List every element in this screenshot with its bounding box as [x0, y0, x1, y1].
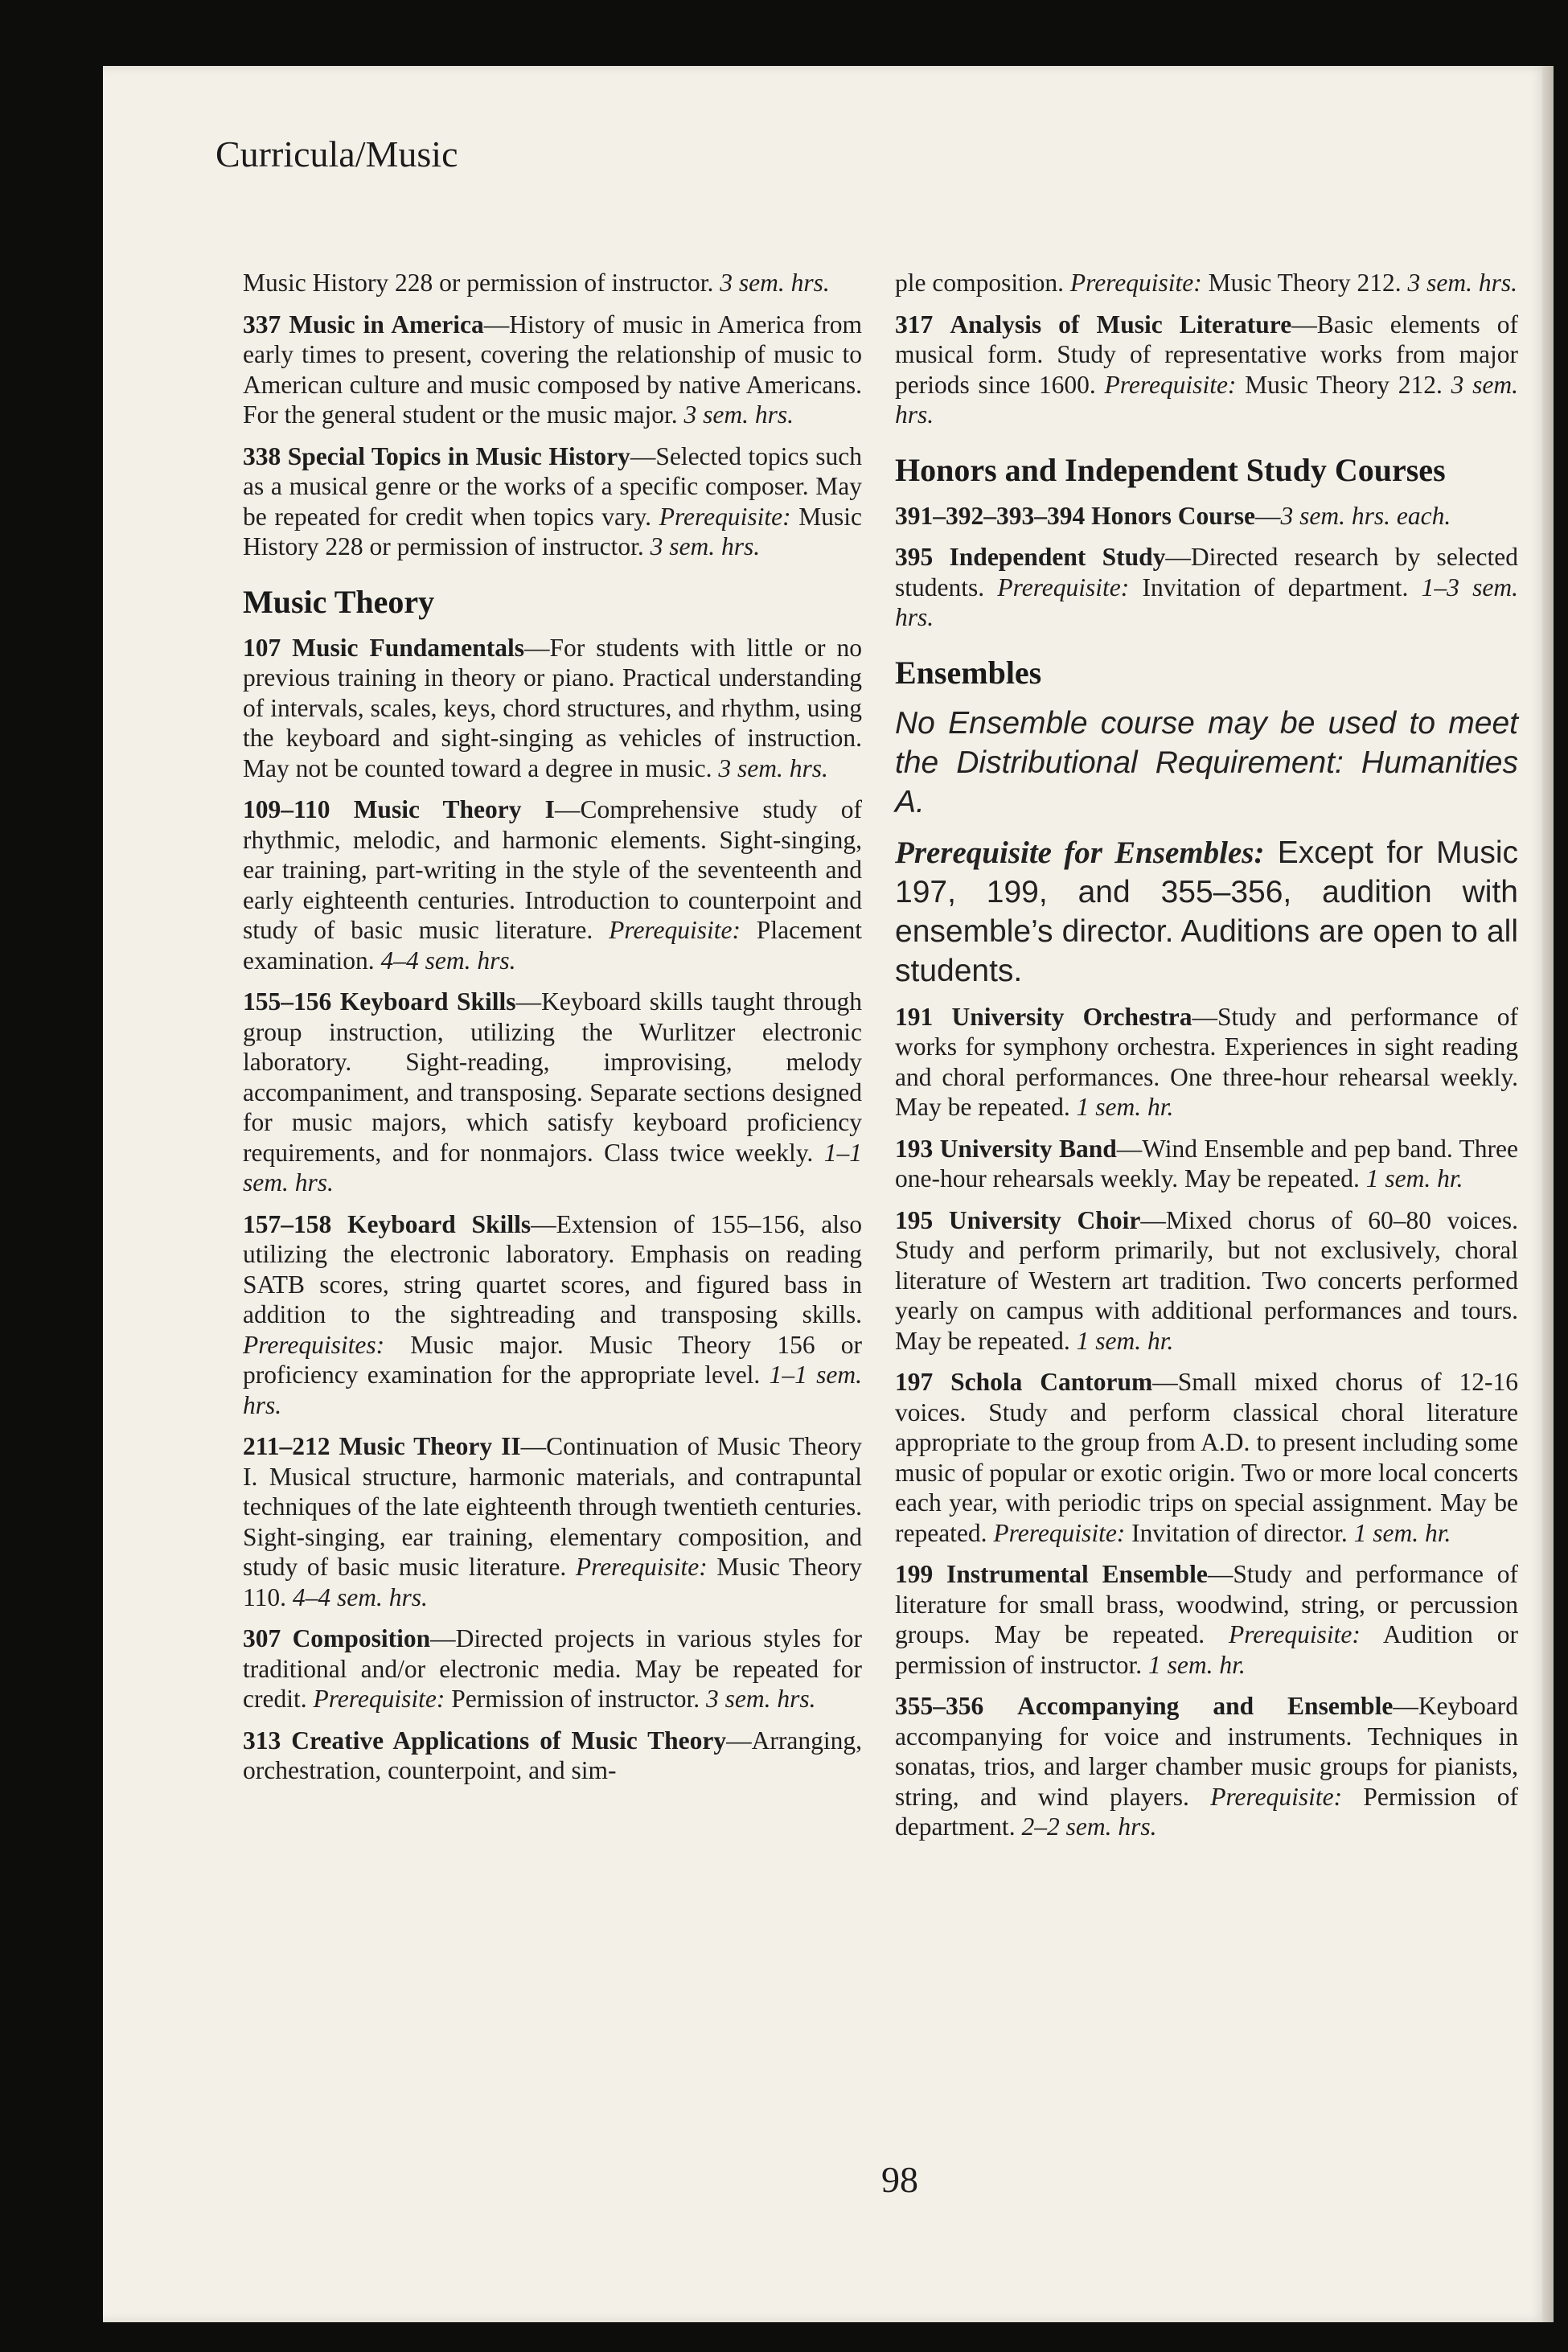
course-list: [243, 310, 862, 562]
prerequisite-label: Prerequisite:: [609, 916, 741, 944]
prerequisite-text: Placement examination.: [243, 916, 862, 975]
credit-hours: 1 sem. hr.: [1076, 1093, 1174, 1121]
course-number: 195: [895, 1205, 934, 1234]
credit-hours: 3 sem. hrs.: [650, 532, 761, 560]
credit-hours: 3 sem. hrs. each.: [1280, 501, 1451, 530]
course-title: Music Fundamentals: [292, 633, 525, 662]
prerequisite-text: Permission of instructor.: [445, 1685, 706, 1713]
course-list: [895, 1002, 1518, 1842]
course-number: 211–212: [243, 1432, 330, 1460]
prerequisite-label: Prerequisite:: [1210, 1782, 1343, 1811]
course-description: Selected topics such as a musical genre or the works of a specific composer. May be repeated for credit when topics vary.: [243, 441, 862, 531]
course-title: Music in America: [289, 310, 484, 339]
course-entry: 395 Independent Study—Directed research by selected students. Prerequisite: Invitation of department. 1–3 sem. hrs.: [895, 543, 1518, 631]
course-description: Directed research by selected students.: [895, 543, 1518, 601]
course-title: University Band: [939, 1134, 1117, 1163]
course-description: Comprehensive study of rhythmic, melodic, and harmonic elements. Sight-singing, ear training, part-writing in the style of the seventeenth and early eighteenth centuries. Introduction to counterpoint and study of basic music literature.: [243, 795, 862, 944]
course-title: Music Theory I: [353, 795, 555, 823]
course-entry: 107 Music Fundamentals—For students with little or no previous training in theory or piano. Practical understanding of intervals, scales, keys, chord structures, and rhythm, using the keyboard and sight-singing as vehicles of instruction. May not be counted toward a degree in music. 3 sem. hrs.: [243, 633, 863, 782]
credit-hours: 4–4 sem. hrs.: [292, 1582, 428, 1611]
running-head: Curricula/Music: [215, 133, 458, 174]
credit-hours: 4–4 sem. hrs.: [380, 946, 516, 975]
course-entry: 211–212 Music Theory II—Continuation of Music Theory I. Musical structure, harmonic materials, and contrapuntal techniques of the late eighteenth through twentieth centuries. Sight-singing, ear training, elementary composition, and study of basic music literature. Prerequisite: Music Theory 110. 4–4 sem. hrs.: [243, 1432, 862, 1611]
course-entry: 391–392–393–394 Honors Course—3 sem. hrs. each.: [895, 501, 1451, 530]
course-description: Mixed chorus of 60–80 voices. Study and perform primarily, but not exclusively, choral literature of Western art tradition. Two concerts performed yearly on campus with additional performances and tours. May be repeated.: [895, 1205, 1519, 1355]
credit-hours: 1 sem. hr.: [1353, 1518, 1451, 1547]
course-title: Keyboard Skills: [347, 1209, 532, 1238]
course-title: Analysis of Music Literature: [950, 310, 1292, 339]
course-title: Special Topics in Music History: [287, 441, 630, 470]
ensemble-note: No Ensemble course may be used to meet the Distributional Requirement: Humanities A.: [895, 705, 1518, 819]
prerequisite-label: Prerequisite:: [575, 1553, 708, 1581]
course-number: 355–356: [895, 1692, 984, 1720]
course-list: [243, 633, 862, 1786]
course-description: Basic elements of musical form. Study of representative works from major periods since 1600.: [895, 310, 1519, 399]
course-description: Keyboard skills taught through group instruction, utilizing the Wurlitzer electronic laboratory. Sight-reading, improvising, melody accompaniment, and transposing. Separate sections designed for music majors, which satisfy keyboard proficiency requirements, and for nonmajors. Class twice weekly.: [243, 987, 863, 1167]
course-entry: 195 University Choir—Mixed chorus of 60–80 voices. Study and perform primarily, but not exclusively, choral literature of Western art tradition. Two concerts performed yearly on campus with additional performances and tours. May be repeated. 1 sem. hr.: [895, 1205, 1519, 1355]
course-title: Keyboard Skills: [339, 987, 516, 1016]
course-entry: 317 Analysis of Music Literature—Basic elements of musical form. Study of representative works from major periods since 1600. Prerequisite: Music Theory 212. 3 sem. hrs.: [895, 310, 1519, 429]
course-description: Directed projects in various styles for traditional and/or electronic media. May be repeated for credit.: [243, 1624, 862, 1713]
prerequisite-label: Prerequisite:: [993, 1518, 1126, 1547]
course-description: For students with little or no previous training in theory or piano. Practical understanding of intervals, scales, keys, chord structures, and rhythm, using the keyboard and sight-singing as vehicles of instruction. May not be counted toward a degree in music.: [243, 633, 863, 782]
credit-hours: 1–1 sem. hrs.: [243, 1138, 862, 1197]
credit-hours: 1–1 sem. hrs.: [243, 1361, 862, 1419]
ensemble-prerequisite: Prerequisite for Ensembles: Except for Music 197, 199, and 355–356, audition with ensemble’s director. Auditions are open to all students.: [895, 835, 1518, 988]
continuation-text: Music History 228 or permission of instructor. 3 sem. hrs.: [243, 269, 830, 297]
course-entry: 338 Special Topics in Music History—Selected topics such as a musical genre or the works of a specific composer. May be repeated for credit when topics vary. Prerequisite: Music History 228 or permission of instructor. 3 sem. hrs.: [243, 441, 863, 560]
course-description: Study and performance of works for symphony orchestra. Experiences in sight reading and choral performances. One three-hour rehearsal weekly. May be repeated.: [895, 1002, 1519, 1121]
course-entry: 355–356 Accompanying and Ensemble—Keyboard accompanying for voice and instruments. Techniques in sonatas, trios, and larger chamber music groups for pianists, string, and wind players. Prerequisite: Permission of department. 2–2 sem. hrs.: [895, 1692, 1519, 1841]
course-title: University Orchestra: [951, 1002, 1192, 1031]
course-title: Composition: [292, 1624, 431, 1652]
course-entry: 199 Instrumental Ensemble—Study and performance of literature for small brass, woodwind, string, or percussion groups. May be repeated. Prerequisite: Audition or permission of instructor. 1 sem. hr.: [895, 1560, 1518, 1679]
prerequisite-text: Music major. Music Theory 156 or proficiency examination for the appropriate level.: [243, 1330, 862, 1389]
course-title: Accompanying and Ensemble: [1017, 1692, 1394, 1720]
prerequisite-text: Invitation of department.: [1129, 573, 1422, 601]
prerequisite-label: Prerequisite:: [659, 502, 791, 531]
credit-hours: 3 sem. hrs.: [705, 1685, 816, 1713]
prerequisite-text: Permission of department.: [895, 1782, 1518, 1841]
course-number: 338: [243, 441, 281, 470]
course-number: 155–156: [243, 987, 332, 1016]
course-entry: 155–156 Keyboard Skills—Keyboard skills taught through group instruction, utilizing the Wurlitzer electronic laboratory. Sight-reading, improvising, melody accompaniment, and transposing. Separate sections designed for music majors, which satisfy keyboard proficiency requirements, and for nonmajors. Class twice weekly. 1–1 sem. hrs.: [243, 987, 863, 1197]
page-number: 98: [881, 2159, 918, 2200]
credit-hours: 1 sem. hr.: [1076, 1326, 1174, 1355]
course-entry: 157–158 Keyboard Skills—Extension of 155–156, also utilizing the electronic laboratory. Emphasis on reading SATB scores, string quartet scores, and figured bass in addition to the sightreading and transposing skills. Prerequisites: Music major. Music Theory 156 or proficiency examination for the appropriate level. 1–1 sem. hrs.: [243, 1209, 863, 1419]
course-title: Schola Cantorum: [950, 1368, 1153, 1396]
credit-hours: 1 sem. hr.: [1147, 1650, 1246, 1679]
course-description: Keyboard accompanying for voice and instruments. Techniques in sonatas, trios, and larger chamber music groups for pianists, string, and wind players.: [895, 1692, 1519, 1811]
right-column: [895, 268, 1518, 1853]
section-heading-honors: Honors and Independent Study Courses: [895, 451, 1446, 488]
course-entry: 109–110 Music Theory I—Comprehensive study of rhythmic, melodic, and harmonic elements. Sight-singing, ear training, part-writing in the style of the seventeenth and early eighteenth centuries. Introduction to counterpoint and study of basic music literature. Prerequisite: Placement examination. 4–4 sem. hrs.: [243, 795, 862, 975]
course-title: Creative Applications of Music Theory: [291, 1726, 727, 1755]
course-list: [895, 310, 1518, 430]
course-number: 337: [243, 310, 281, 339]
left-column: [243, 268, 862, 1797]
course-entry: 191 University Orchestra—Study and performance of works for symphony orchestra. Experiences in sight reading and choral performances. One three-hour rehearsal weekly. May be repeated. 1 sem. hr.: [895, 1002, 1519, 1121]
course-number: 395: [895, 543, 934, 571]
course-description: Extension of 155–156, also utilizing the electronic laboratory. Emphasis on reading SATB scores, string quartet scores, and figured bass in addition to the sightreading and transposing skills.: [243, 1209, 863, 1328]
course-entry: 307 Composition—Directed projects in various styles for traditional and/or electronic media. May be repeated for credit. Prerequisite: Permission of instructor. 3 sem. hrs.: [243, 1624, 862, 1713]
credit-hours: 1–3 sem. hrs.: [895, 573, 1518, 631]
prerequisite-label: Prerequisite:: [313, 1685, 445, 1713]
course-entry: 313 Creative Applications of Music Theory—Arranging, orchestration, counterpoint, and sim-: [243, 1726, 862, 1784]
course-description: Continuation of Music Theory I. Musical structure, harmonic materials, and contrapuntal techniques of the late eighteenth through twentieth centuries. Sight-singing, ear training, elementary composition, and study of basic music literature.: [243, 1432, 862, 1581]
prerequisite-text: Invitation of director.: [1125, 1518, 1354, 1547]
prerequisite-label: Prerequisite:: [1228, 1620, 1361, 1648]
credit-hours: 3 sem. hrs.: [895, 370, 1518, 429]
course-title: Honors Course: [1091, 501, 1255, 530]
course-description: Arranging, orchestration, counterpoint, and sim-: [243, 1726, 862, 1784]
course-description: Small mixed chorus of 12-16 voices. Study and perform classical choral literature appropriate to the group from A.D. to present including some music of popular or exotic origin. Two or more local concerts each year, with periodic trips on special assignment. May be repeated.: [895, 1368, 1518, 1547]
course-number: 313: [243, 1726, 281, 1755]
credit-hours: 3 sem. hrs.: [718, 753, 828, 782]
prerequisite-label: Prerequisite:: [997, 573, 1130, 601]
course-description: Wind Ensemble and pep band. Three one-hour rehearsals weekly. May be repeated.: [895, 1134, 1519, 1192]
prerequisite-text: Music Theory 212.: [1236, 370, 1451, 399]
course-number: 157–158: [243, 1209, 332, 1238]
prerequisite-label: Prerequisites:: [243, 1330, 385, 1359]
course-description: Study and performance of literature for small brass, woodwind, string, or percussion groups. May be repeated.: [895, 1560, 1518, 1648]
course-title: University Choir: [948, 1205, 1141, 1234]
prerequisite-text: Music History 228 or permission of instructor.: [243, 502, 863, 560]
course-entry: 193 University Band—Wind Ensemble and pep band. Three one-hour rehearsals weekly. May be repeated. 1 sem. hr.: [895, 1134, 1519, 1192]
section-heading-ensembles: Ensembles: [895, 654, 1042, 691]
course-number: 191: [895, 1002, 934, 1031]
course-number: 197: [895, 1368, 934, 1396]
course-title: Instrumental Ensemble: [946, 1560, 1208, 1588]
course-number: 317: [895, 310, 934, 339]
course-entry: 197 Schola Cantorum—Small mixed chorus of 12-16 voices. Study and perform classical choral literature appropriate to the group from A.D. to present including some music of popular or exotic origin. Two or more local concerts each year, with periodic trips on special assignment. May be repeated. Prerequisite: Invitation of director. 1 sem. hr.: [895, 1368, 1518, 1547]
continuation-text: ple composition. Prerequisite: Music Theory 212. 3 sem. hrs.: [895, 269, 1518, 297]
course-title: Music Theory II: [339, 1432, 521, 1460]
course-number: 107: [243, 633, 281, 662]
prerequisite-text: Music Theory 110.: [243, 1553, 862, 1611]
course-entry: 337 Music in America—History of music in America from early times to present, covering the relationship of music to American culture and music composed by native Americans. For the general student or the music major. 3 sem. hrs.: [243, 310, 862, 429]
credit-hours: 3 sem. hrs.: [683, 400, 794, 429]
page-edge: [1542, 66, 1554, 2322]
prerequisite-label: Prerequisite:: [1104, 370, 1237, 399]
credit-hours: 2–2 sem. hrs.: [1021, 1812, 1157, 1841]
course-number: 199: [895, 1560, 934, 1588]
prerequisite-text: Audition or permission of instructor.: [895, 1620, 1518, 1679]
course-list: [895, 501, 1518, 633]
course-number: 391–392–393–394: [895, 501, 1086, 530]
course-title: Independent Study: [949, 543, 1166, 571]
course-number: 307: [243, 1624, 281, 1652]
course-number: 109–110: [243, 795, 330, 823]
course-description: History of music in America from early times to present, covering the relationship of music to American culture and music composed by native Americans. For the general student or the music major.: [243, 310, 862, 429]
course-number: 193: [895, 1134, 934, 1163]
section-heading-music-theory: Music Theory: [243, 583, 435, 620]
credit-hours: 1 sem. hr.: [1365, 1164, 1463, 1192]
